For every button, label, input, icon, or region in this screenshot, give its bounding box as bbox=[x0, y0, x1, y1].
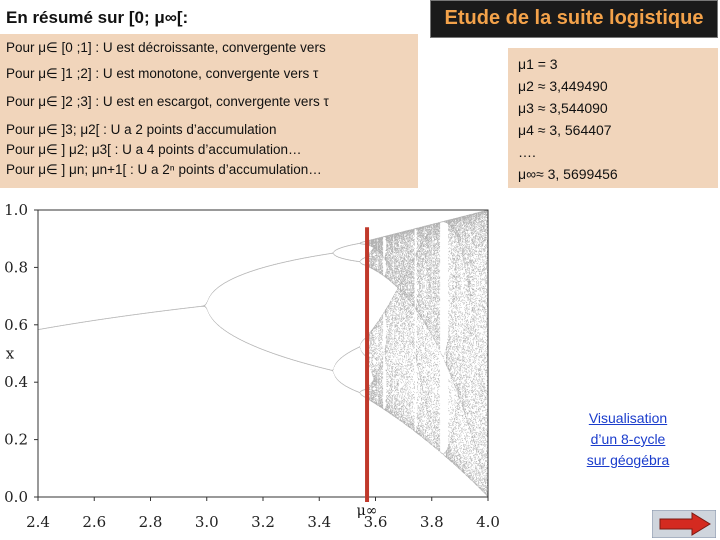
x-tick-label: 4.0 bbox=[476, 513, 500, 531]
summary-line-1: Pour μ∈ [0 ;1] : U est décroissante, convergente vers bbox=[6, 40, 326, 55]
mu-infinity-marker-label: μ∞ bbox=[356, 503, 378, 519]
y-tick-label: 0.4 bbox=[4, 373, 28, 392]
bifurcation-points bbox=[38, 210, 489, 497]
y-tick-label: 0.0 bbox=[4, 488, 28, 506]
link-line-3[interactable]: sur géogébra bbox=[586, 452, 670, 468]
link-line-2[interactable]: d’un 8-cycle bbox=[590, 431, 666, 447]
x-tick-label: 2.6 bbox=[82, 513, 107, 531]
slide-heading: En résumé sur [0; μ∞[: bbox=[6, 8, 189, 27]
next-slide-button[interactable] bbox=[652, 510, 716, 538]
summary-line-4: Pour μ∈ ]3; μ2[ : U a 2 points d’accumulation bbox=[6, 122, 277, 137]
value-line-2: μ2 ≈ 3,449490 bbox=[518, 78, 608, 94]
bifurcation-diagram bbox=[0, 195, 500, 540]
summary-line-5: Pour μ∈ ] μ2; μ3[ : U a 4 points d’accumulation… bbox=[6, 142, 302, 157]
plot-points bbox=[38, 210, 489, 497]
summary-line-6: Pour μ∈ ] μn; μn+1[ : U a 2ⁿ points d’accumulation… bbox=[6, 162, 322, 177]
y-axis-label: x bbox=[5, 344, 15, 363]
value-line-5: …. bbox=[518, 144, 536, 160]
y-tick-label: 0.2 bbox=[4, 430, 28, 449]
summary-line-3: Pour μ∈ ]2 ;3] : U est en escargot, convergente vers τ bbox=[6, 94, 329, 109]
x-tick-label: 3.6 bbox=[363, 513, 388, 531]
slide-title: Etude de la suite logistique bbox=[444, 7, 704, 29]
value-line-6: μ∞≈ 3, 5699456 bbox=[518, 166, 618, 182]
value-line-4: μ4 ≈ 3, 564407 bbox=[518, 122, 612, 138]
x-tick-label: 3.8 bbox=[419, 513, 444, 531]
x-tick-label: 3.2 bbox=[251, 513, 275, 531]
y-tick-label: 0.6 bbox=[4, 315, 28, 334]
value-line-1: μ1 = 3 bbox=[518, 56, 558, 72]
summary-box bbox=[0, 34, 418, 188]
y-tick-label: 1.0 bbox=[4, 201, 28, 219]
title-box bbox=[430, 0, 718, 38]
x-tick-label: 2.4 bbox=[26, 513, 50, 531]
x-tick-label: 2.8 bbox=[138, 513, 163, 531]
geogebra-link[interactable] bbox=[568, 408, 688, 480]
feigenbaum-values-box bbox=[508, 48, 718, 188]
link-line-1[interactable]: Visualisation bbox=[588, 410, 668, 426]
value-line-3: μ3 ≈ 3,544090 bbox=[518, 100, 608, 116]
summary-line-2: Pour μ∈ ]1 ;2] : U est monotone, convergente vers τ bbox=[6, 66, 319, 81]
x-tick-label: 3.0 bbox=[194, 513, 219, 531]
x-tick-label: 3.4 bbox=[307, 513, 332, 531]
y-tick-label: 0.8 bbox=[4, 258, 28, 277]
